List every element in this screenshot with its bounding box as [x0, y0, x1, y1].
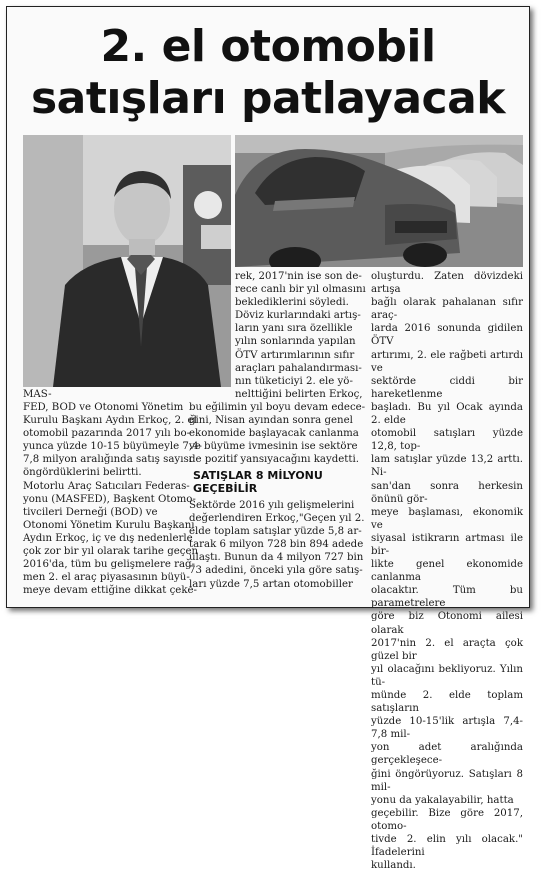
- column-2-bottom: Sektörde 2016 yılı gelişmelerini değerlendiren Erkoç,"Geçen yıl 2. elde toplam satışlar yüzde 5,8 ar- tarak 6 milyon 728 bin 894 adede ulaştı. Bunun da 4 milyon 727 bin 73 adedini, önceki yıla göre satış- ları yüzde 7,5 artan otomobiller: [189, 500, 365, 590]
- section-subheading: [193, 469, 367, 495]
- column-3-body: oluşturdu. Zaten dövizdeki artışa bağlı olarak pahalanan sıfır araç- larda 2016 sonunda gidilen ÖTV artırımı, 2. ele rağbeti artırdı ve sektörde ciddi bir hareketlenme başladı. Bu yıl Ocak ayında 2. elde otomobil satışları yüzde 12,8, top- lam satışlar yüzde 13,2 arttı. Ni- san'dan sonra herkesin önünü gör- meye başlaması, ekonomik ve siyasal istikrarın artması ile bir- likte genel ekonomide canlanma olacaktır. Tüm bu parametrelere göre biz Otonomi ailesi olarak 2017'nin 2. el araçta çok güzel bir yıl olacağını bekliyoruz. Yılın tü- münde 2. elde toplam satışların yüzde 10-15'lik artışla 7,4-7,8 mil- yon adet aralığında gerçekleşece- ğini öngörüyoruz. Satışları 8 mil- yonu da yakalayabilir, hatta geçebilir. Bize göre 2017, otomo- tivde 2. elin yılı olacak." İfadelerini kullandı.: [371, 271, 523, 872]
- column-2-top: rek, 2017'nin ise son de- rece canlı bir yıl olmasını beklediklerini söyledi. Döviz kurlarındaki artış- ların yanı sıra özellikle yılın sonlarında yapılan ÖTV artırımlarının sıfır araçları pahalandırması- nın tüketiciyi 2. ele yö- nelttiğini belirten Erkoç,: [235, 271, 366, 400]
- subheading-line-1: SATIŞLAR 8 MİLYONU: [193, 469, 323, 482]
- headline-line-1: 2. el otomobil: [100, 21, 436, 72]
- headline: [7, 21, 529, 125]
- cars-photo: [235, 135, 523, 267]
- subheading-line-2: GEÇEBİLİR: [193, 482, 258, 495]
- portrait-photo: [23, 135, 231, 387]
- column-1-body: FED, BOD ve Otonomi Yönetim Kurulu Başkanı Aydın Erkoç, 2. el otomobil pazarında 2017 yılı bo- yunca yüzde 10-15 büyümeyle 7,4- 7,8 milyon aralığında satış sayısı öngördüklerini belirtti. Motorlu Araç Satıcıları Federas- yonu (MASFED), Başkent Otomo- tivcileri Derneği (BOD) ve Otonomi Yönetim Kurulu Başkanı Aydın Erkoç, iç ve dış nedenlerle çok zor bir yıl olarak tarihe geçen 2016'da, tüm bu gelişmelere rağ- men 2. el araç piyasasının büyü- meye devam ettiğine dikkat çeke-: [23, 402, 202, 597]
- column-1-intro: MAS-: [23, 389, 52, 400]
- column-2-mid: bu eğilimin yıl boyu devam edece- ğini, Nisan ayından sonra genel ekonomide başlayacak canlanma ve büyüme ivmesinin ise sektöre de pozitif yansıyacağını kaydetti.: [189, 402, 366, 466]
- headline-line-2: satışları patlayacak: [30, 73, 506, 124]
- clipping-frame: [6, 6, 530, 872]
